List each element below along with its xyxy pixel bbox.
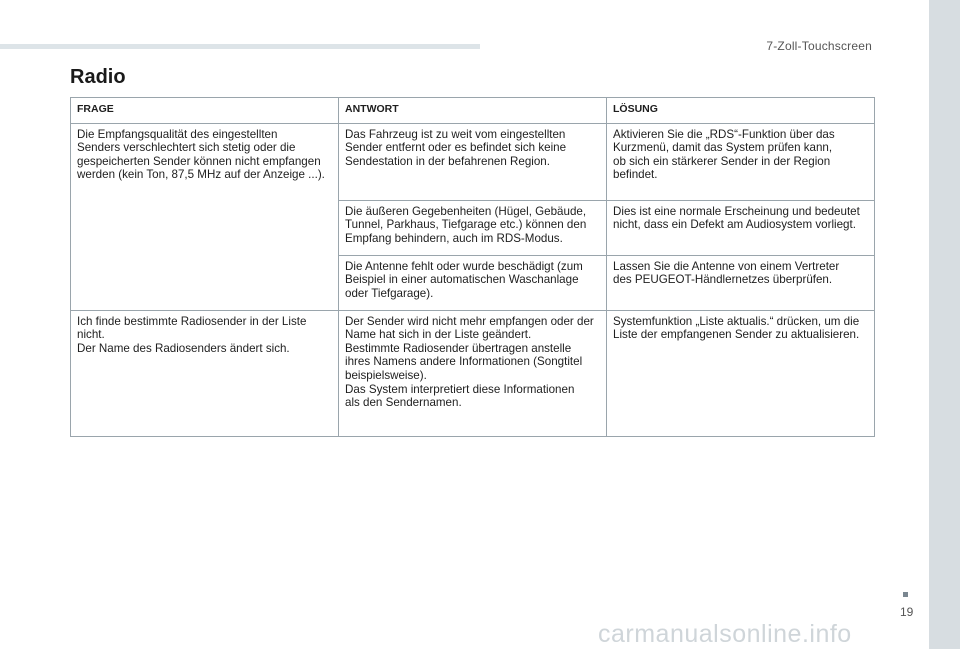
solution-text: Dies ist eine normale Erscheinung und bedeutet nicht, dass ein Defekt am Audiosystem vorliegt. [613,204,860,232]
column-header-loesung: LÖSUNG [607,98,875,124]
answer-cell [339,123,607,200]
solution-cell [607,123,875,200]
answer-cell [339,200,607,255]
page-number: 19 [900,605,914,619]
answer-text: Das Fahrzeug ist zu weit vom eingestellten Sender entfernt oder es befindet sich keine Sendestation in der befahrenen Region. [345,127,567,168]
column-header-antwort: ANTWORT [339,98,607,124]
solution-text: Lassen Sie die Antenne von einem Vertreter des PEUGEOT-Händlernetzes überprüfen. [613,259,840,287]
table-row [71,123,875,200]
column-header-frage: FRAGE [71,98,339,124]
side-band [929,0,960,649]
question-cell [71,123,339,310]
solution-text: Systemfunktion „Liste aktualis.“ drücken, um die Liste der empfangenen Sender zu aktualisieren. [613,314,860,342]
running-header: 7-Zoll-Touchscreen [766,39,872,53]
solution-cell [607,255,875,310]
table-header-row [71,98,875,124]
question-cell [71,310,339,436]
solution-text: Aktivieren Sie die „RDS“-Funktion über das Kurzmenü, damit das System prüfen kann, ob sich ein stärkerer Sender in der Region befindet. [613,127,835,182]
page-marker [903,592,908,597]
solution-cell [607,310,875,436]
faq-table [70,97,875,437]
section-title: Radio [70,66,126,88]
watermark: carmanualsonline.info [598,620,852,648]
answer-cell [339,255,607,310]
answer-text: Die äußeren Gegebenheiten (Hügel, Gebäude, Tunnel, Parkhaus, Tiefgarage etc.) können den Empfang behindern, auch im RDS-Modus. [345,204,587,245]
answer-cell [339,310,607,436]
answer-text: Der Sender wird nicht mehr empfangen oder der Name hat sich in der Liste geändert. Bestimmte Radiosender übertragen anstelle ihres Namens andere Informationen (Songtitel beispielsweise). Das System interpretiert diese Informationen als den Sendernamen. [345,314,594,410]
table-row [71,310,875,436]
question-text: Die Empfangsqualität des eingestellten Senders verschlechtert sich stetig oder die gespeicherten Sender können nicht empfangen werden (kein Ton, 87,5 MHz auf der Anzeige ...). [77,127,325,182]
solution-cell [607,200,875,255]
header-rule [0,44,480,49]
answer-text: Die Antenne fehlt oder wurde beschädigt (zum Beispiel in einer automatischen Waschanlage oder Tiefgarage). [345,259,583,300]
question-text: Ich finde bestimmte Radiosender in der Liste nicht. Der Name des Radiosenders ändert sich. [77,314,307,355]
